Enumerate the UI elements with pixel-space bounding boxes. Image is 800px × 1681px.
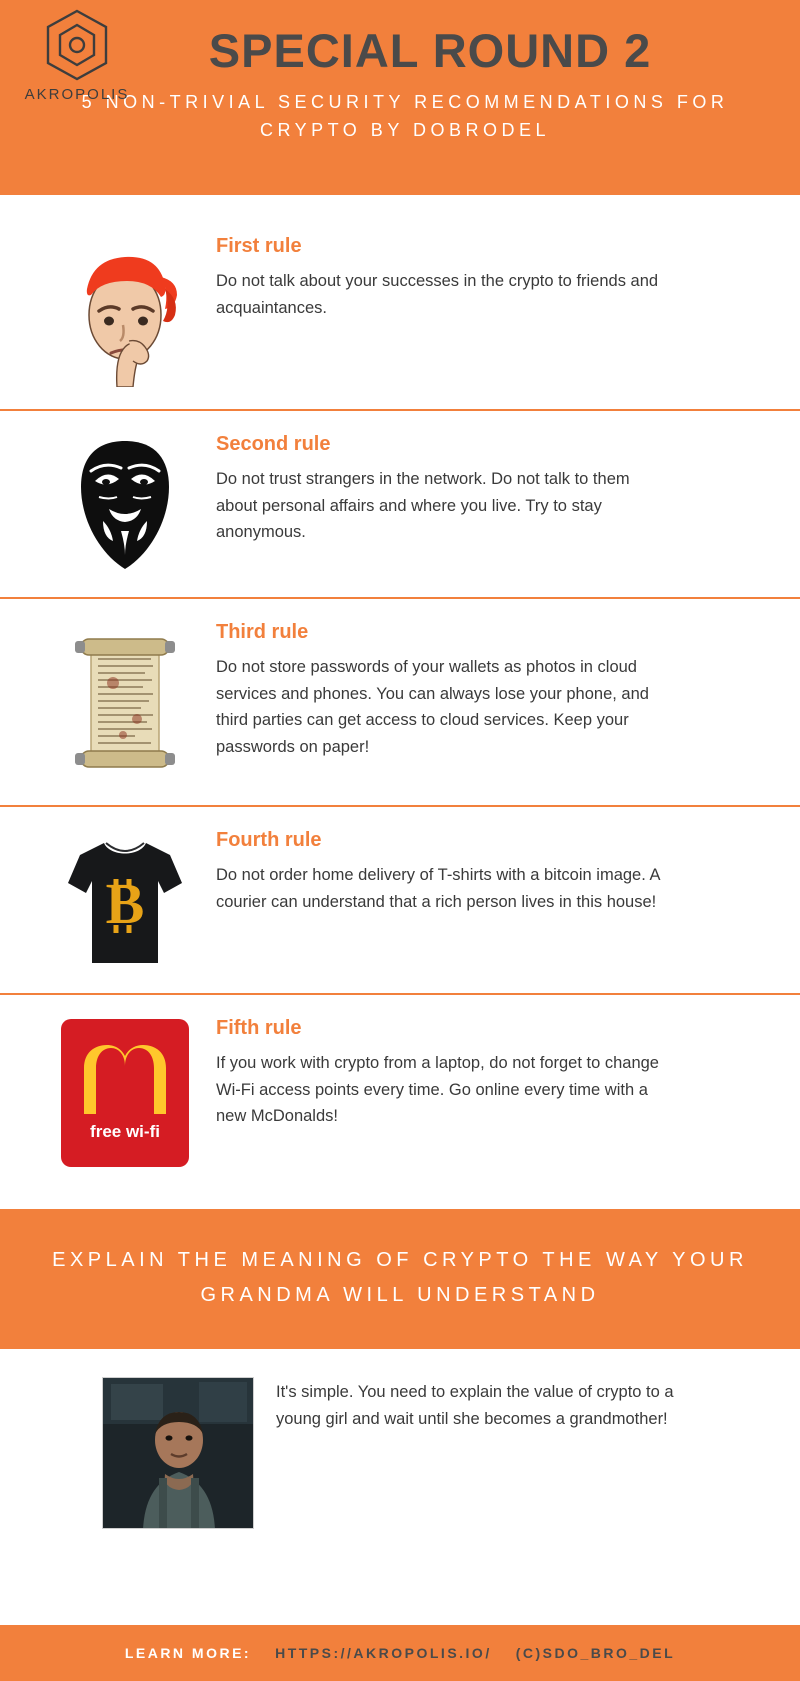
brand-name: AKROPOLIS <box>24 86 130 103</box>
page-subtitle: 5 NON-TRIVIAL SECURITY RECOMMENDATIONS FOR CRYPTO BY DOBRODEL <box>81 92 729 141</box>
rule-text-block <box>210 235 686 321</box>
golden-arches-icon <box>80 1044 170 1118</box>
rule-title: Fourth rule <box>216 829 322 851</box>
rule-body: Do not trust strangers in the network. Do not talk to them about personal affairs and where you live. Try to stay anonymous. <box>216 470 630 542</box>
mcdonalds-card <box>61 1019 189 1167</box>
rule-body: If you work with crypto from a laptop, do not forget to change Wi-Fi access points every time. Go online every time with a new McDonalds! <box>216 1054 659 1126</box>
rule-body: Do not store passwords of your wallets as photos in cloud services and phones. You can always lose your phone, and third parties can get access to cloud services. Keep your passwords on paper! <box>216 658 649 757</box>
rule-text-block <box>210 433 686 546</box>
rule-title: Fifth rule <box>216 1017 302 1039</box>
question-banner <box>0 1209 800 1349</box>
website-link[interactable]: HTTPS://AKROPOLIS.IO/ <box>275 1645 492 1661</box>
rule-body: Do not order home delivery of T-shirts with a bitcoin image. A courier can understand that a rich person lives in this house! <box>216 866 660 911</box>
question-text: EXPLAIN THE MEANING OF CRYPTO THE WAY YOUR GRANDMA WILL UNDERSTAND <box>52 1249 748 1306</box>
page-title: SPECIAL ROUND 2 <box>208 24 652 77</box>
learn-more-label: LEARN MORE: <box>124 1645 252 1661</box>
shushing-woman-icon <box>40 235 210 387</box>
rule-title: Third rule <box>216 621 309 643</box>
rule-row <box>0 213 800 411</box>
free-wifi-label: free wi-fi <box>90 1122 160 1141</box>
author-handle: (C)ЅDO_BRO_DEL <box>515 1645 676 1661</box>
rule-text-block <box>210 1017 686 1130</box>
rule-title: First rule <box>216 235 302 257</box>
guy-fawkes-mask-icon <box>40 433 210 575</box>
hexagon-logo-icon <box>44 8 110 82</box>
header <box>0 0 800 195</box>
rules-list <box>0 195 800 1195</box>
rule-text-block <box>210 621 686 761</box>
rule-row <box>0 411 800 599</box>
paper-scroll-icon <box>40 621 210 783</box>
bitcoin-tshirt-icon <box>40 829 210 971</box>
mcdonalds-free-wifi-icon <box>40 1017 210 1167</box>
answer-section <box>0 1349 800 1555</box>
rule-row <box>0 807 800 995</box>
rule-text-block <box>210 829 686 915</box>
svg-text:B: B <box>105 871 145 936</box>
brand-logo <box>22 8 132 103</box>
rule-row <box>0 599 800 807</box>
answer-text: It's simple. You need to explain the value of crypto to a young girl and wait until she becomes a grandmother! <box>276 1383 674 1428</box>
rule-row <box>0 995 800 1189</box>
rule-title: Second rule <box>216 433 331 455</box>
man-portrait-photo <box>102 1377 254 1529</box>
rule-body: Do not talk about your successes in the crypto to friends and acquaintances. <box>216 272 659 317</box>
footer <box>0 1625 800 1681</box>
